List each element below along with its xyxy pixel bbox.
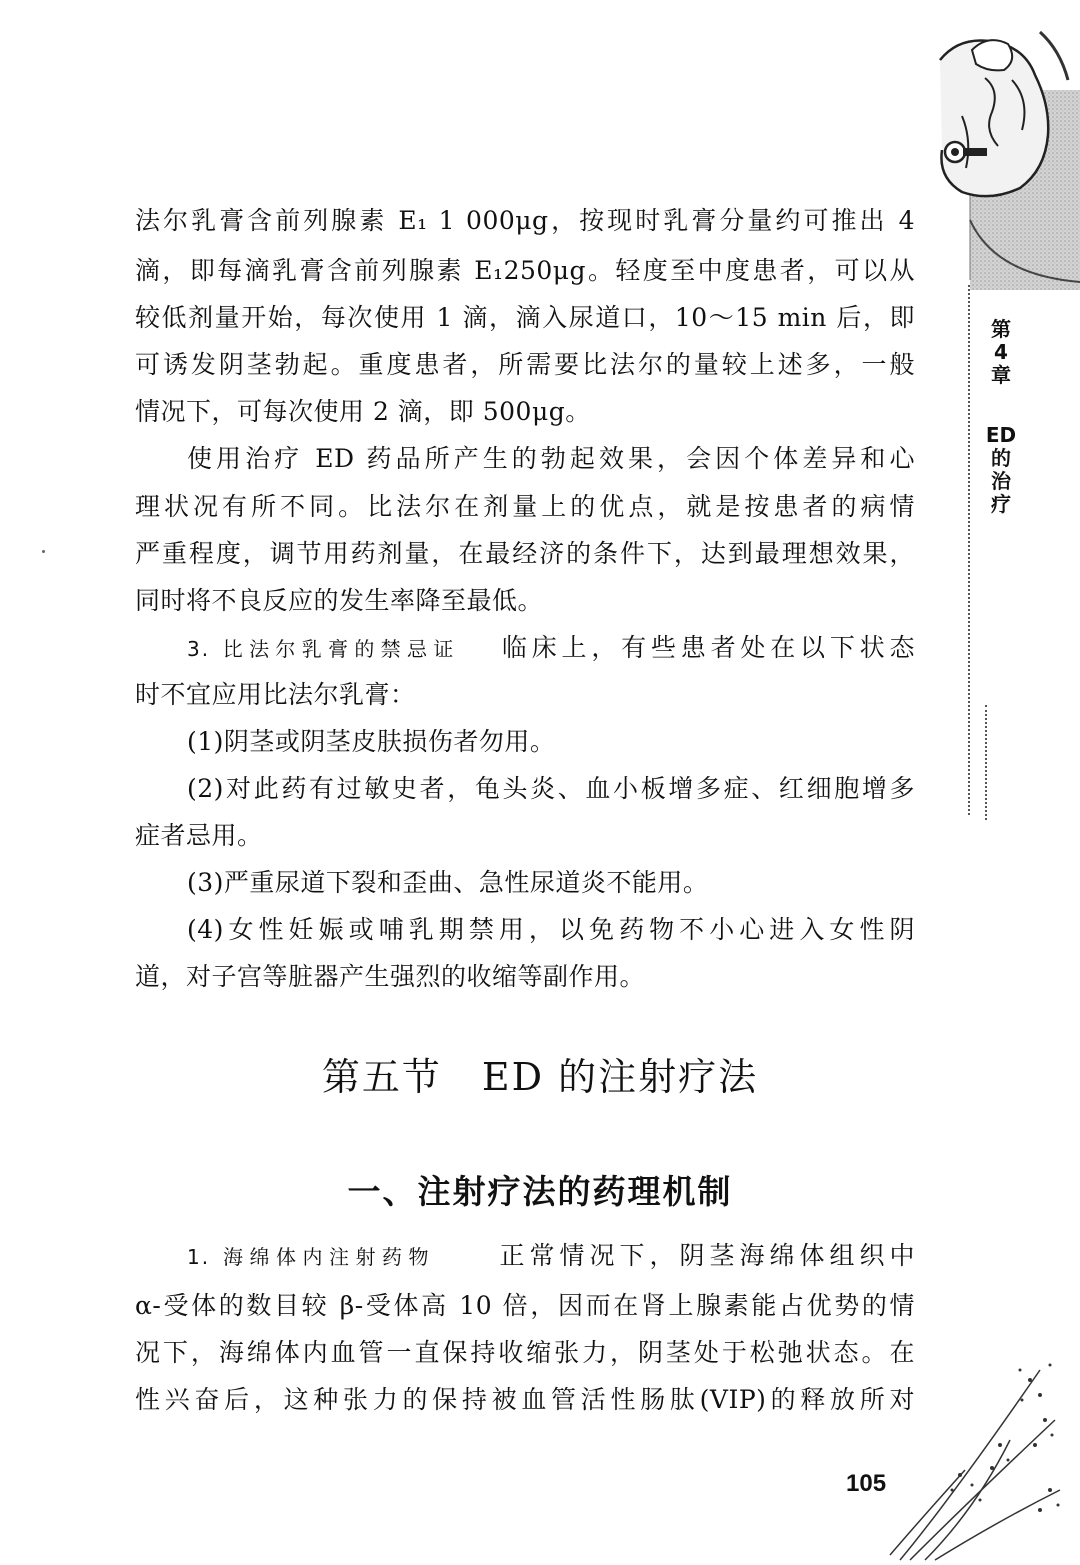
contraindication-intro: 临床上，有些患者处在以下状态 [497, 633, 915, 662]
list-item-continuation: 症者忌用。 [135, 821, 263, 850]
paragraph-line: 况下，海绵体内血管一直保持收缩张力，阴茎处于松弛状态。在 [135, 1338, 915, 1367]
chapter-tab-topic: ED 的 治 疗 [985, 423, 1017, 516]
paragraph-lead-line [187, 1240, 915, 1272]
paragraph-line: 滴，即每滴乳膏含前列腺素 E₁250μg。轻度至中度患者，可以从 [135, 256, 915, 285]
page-number: 105 [846, 1470, 887, 1497]
paragraph-line: 性兴奋后，这种张力的保持被血管活性肠肽(VIP)的释放所对 [135, 1385, 915, 1414]
subsection-title: 一、注射疗法的药理机制 [347, 1172, 733, 1211]
paragraph-line: 使用治疗 ED 药品所产生的勃起效果，会因个体差异和心 [187, 444, 915, 473]
contraindication-heading-line [187, 632, 915, 664]
muscleman-illustration [900, 20, 1080, 290]
list-item: (4)女性妊娠或哺乳期禁用，以免药物不小心进入女性阴 [187, 915, 915, 944]
paragraph-line: 较低剂量开始，每次使用 1 滴，滴入尿道口，10～15 min 后，即 [135, 303, 915, 332]
chapter-tab-number: 第 4 章 [991, 317, 1011, 387]
injection-lead: 1. 海绵体内注射药物 [187, 1245, 435, 1269]
paragraph-line: 情况下，可每次使用 2 滴，即 500μg。 [135, 397, 591, 426]
wheat-ears-decoration [880, 1350, 1070, 1561]
paragraph-line: 同时将不良反应的发生率降至最低。 [135, 586, 544, 615]
contraindication-lead: 3. 比法尔乳膏的禁忌证 [187, 637, 460, 661]
paragraph-line: 可诱发阴茎勃起。重度患者，所需要比法尔的量较上述多，一般 [135, 350, 915, 379]
paragraph-line: 时不宜应用比法尔乳膏： [135, 680, 416, 709]
list-item-continuation: 道，对子宫等脏器产生强烈的收缩等副作用。 [135, 962, 646, 991]
paragraph-line: α-受体的数目较 β-受体高 10 倍，因而在肾上腺素能占优势的情 [135, 1291, 915, 1320]
chapter-tab-rule [968, 285, 970, 815]
list-item: (2)对此药有过敏史者，龟头炎、血小板增多症、红细胞增多 [187, 774, 915, 803]
paragraph-line: 严重程度，调节用药剂量，在最经济的条件下，达到最理想效果， [135, 539, 915, 568]
section-title: 第五节 ED 的注射疗法 [321, 1055, 759, 1099]
stray-dot [42, 550, 45, 553]
list-item: (3)严重尿道下裂和歪曲、急性尿道炎不能用。 [187, 868, 709, 897]
injection-intro: 正常情况下，阴茎海绵体组织中 [494, 1241, 915, 1270]
list-item: (1)阴茎或阴茎皮肤损伤者勿用。 [187, 727, 556, 756]
chapter-tab-rule [985, 705, 987, 820]
paragraph-line: 法尔乳膏含前列腺素 E₁ 1 000μg，按现时乳膏分量约可推出 4 [135, 206, 915, 235]
paragraph-line: 理状况有所不同。比法尔在剂量上的优点，就是按患者的病情 [135, 492, 915, 521]
